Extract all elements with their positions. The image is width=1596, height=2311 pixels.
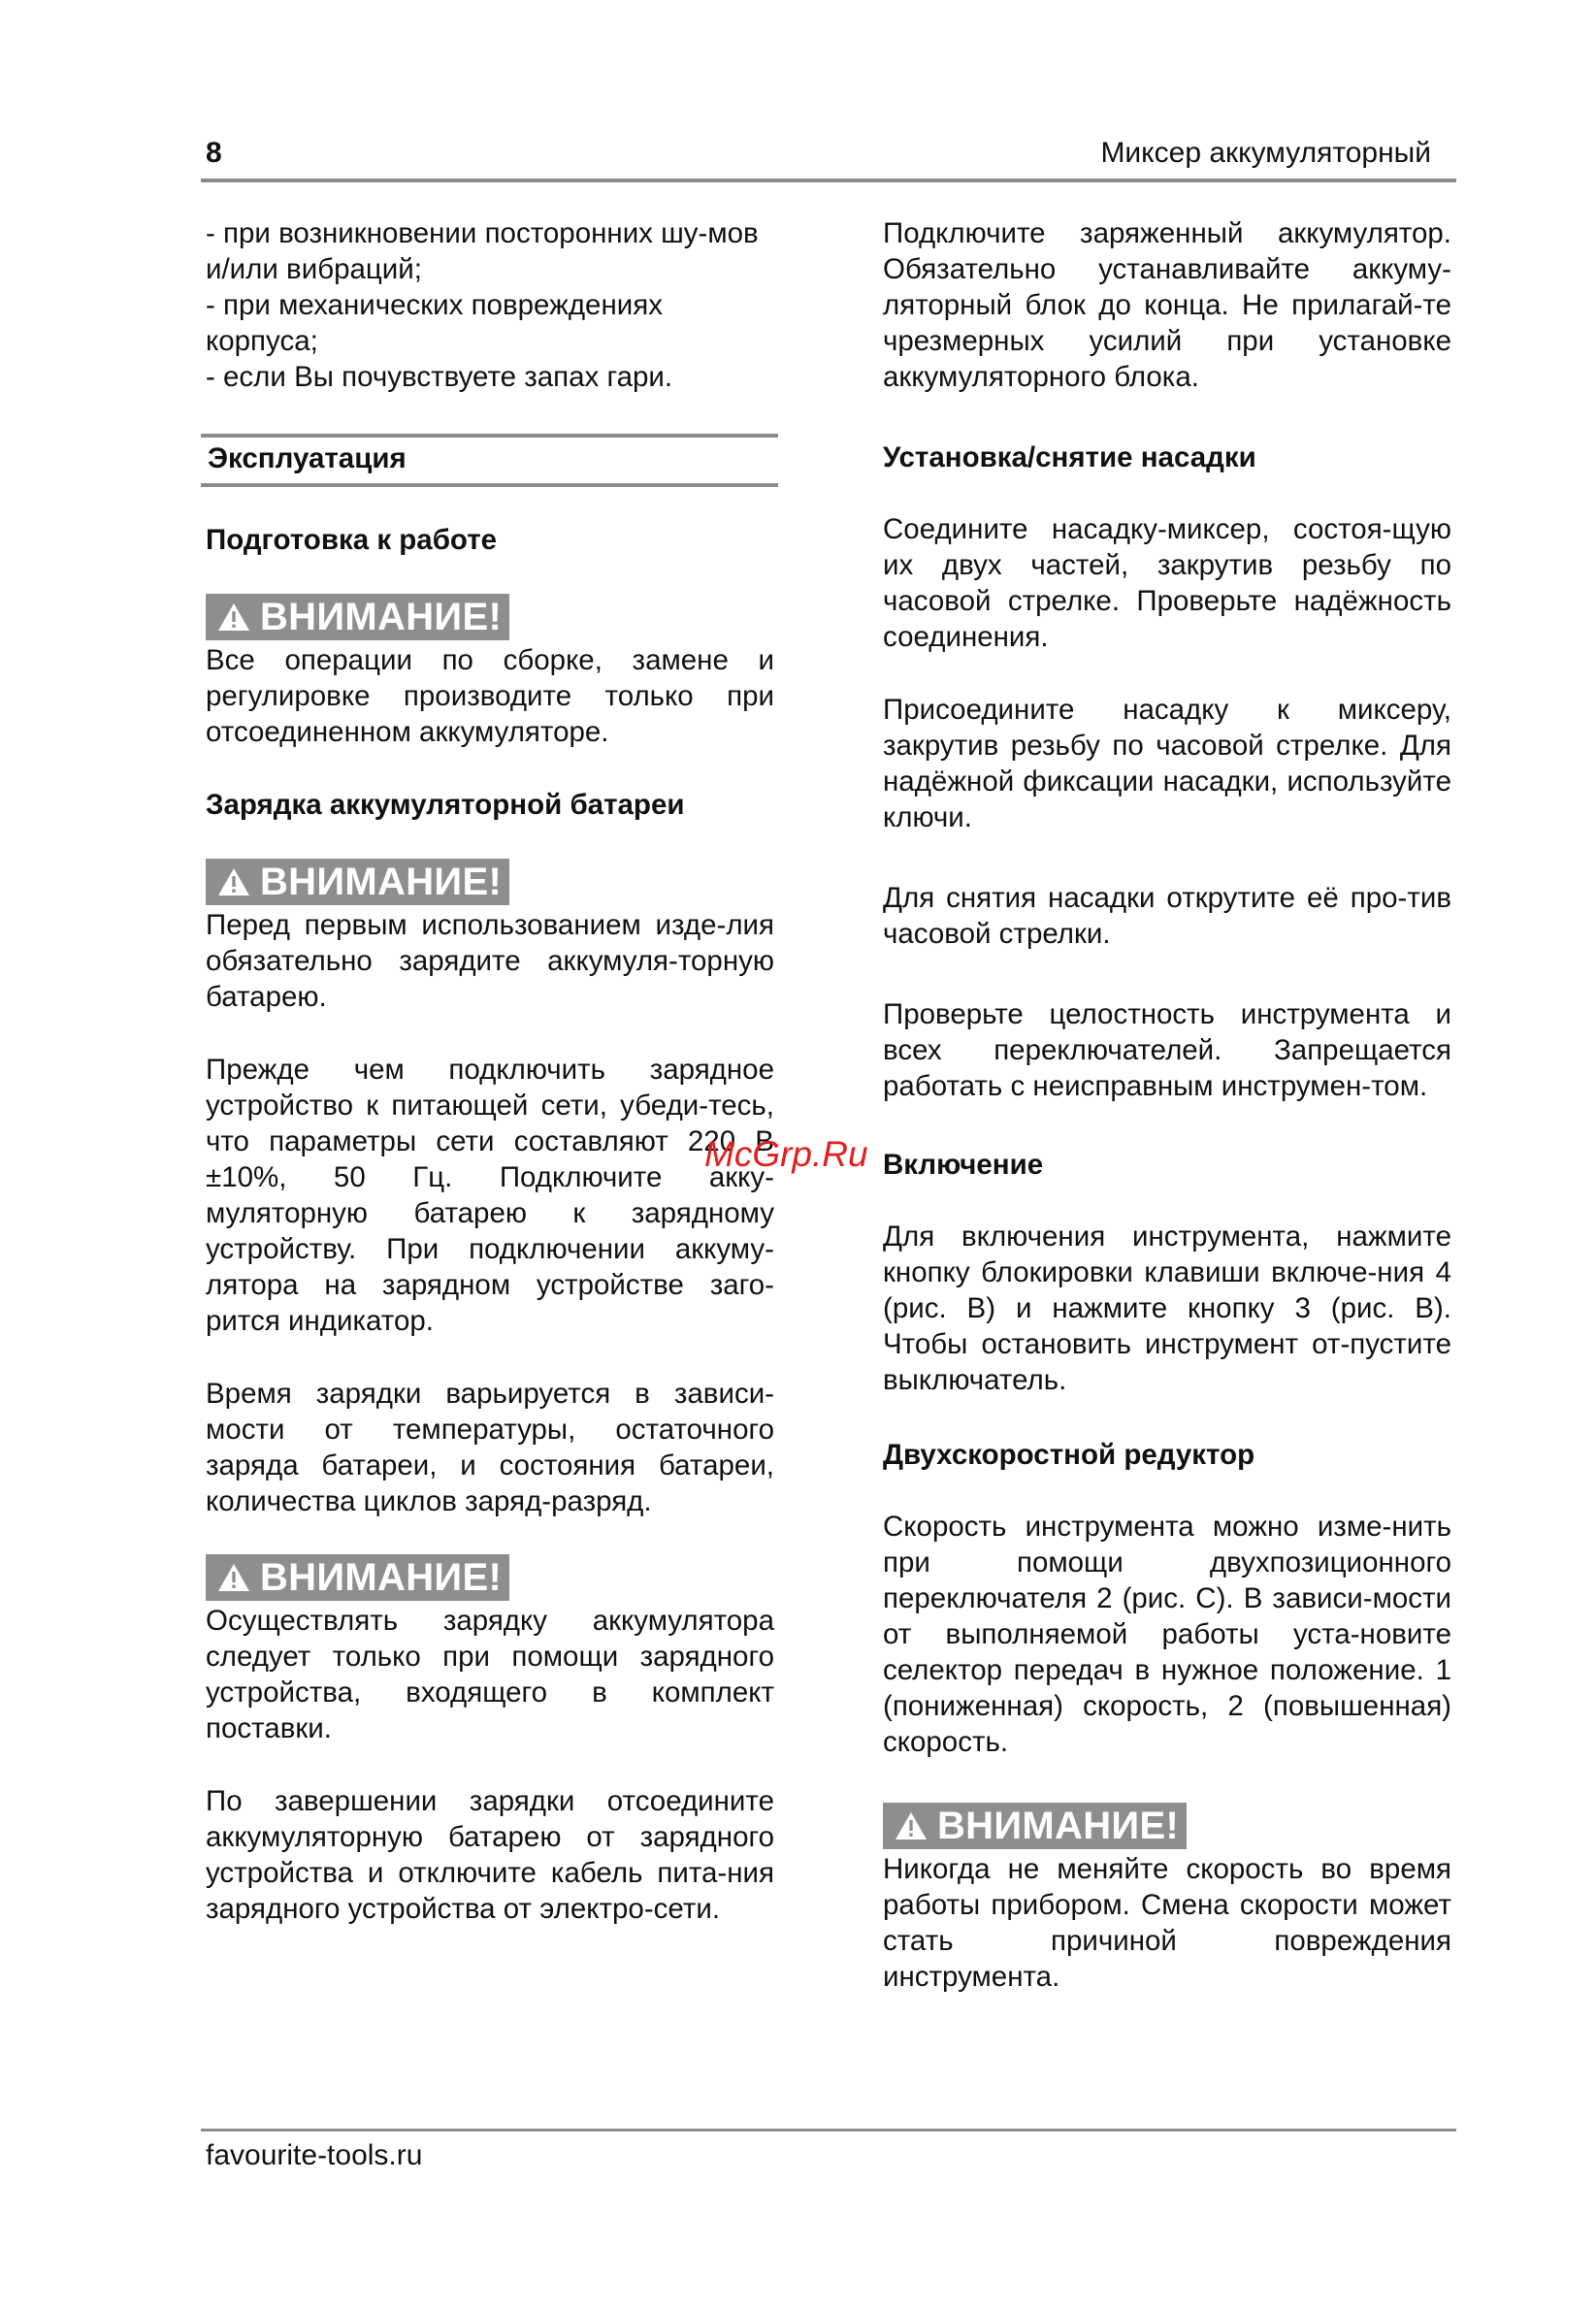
warning-badge [883,1803,1187,1849]
intro-line-3: - если Вы почувствуете запах гари. [206,361,673,393]
para-attach-1: Соедините насадку-миксер, состоя-щую их двух частей, закрутив резьбу по часовой стрелке. Проверьте надёжность соединения. [883,513,1451,653]
footer-rule [201,2129,1456,2132]
header-rule [201,179,1456,182]
warning-label: ВНИМАНИЕ! [260,1556,503,1599]
para-switch-on: Для включения инструмента, нажмите кнопку блокировки клавиши включе-ния 4 (рис. В) и нажмите кнопку 3 (рис. В). Чтобы остановить инструмент от-пустите выключатель. [883,1221,1451,1396]
watermark: McGrp.Ru [704,1134,868,1174]
warning-label: ВНИМАНИЕ! [260,861,503,903]
para-charge-time: Время зарядки варьируется в зависи-мости от температуры, остаточного заряда батареи, и состояния батареи, количества циклов заряд-разряд. [206,1378,774,1517]
para-network: Прежде чем подключить зарядное устройство к питающей сети, убеди-тесь, что параметры сети составляют 220 В ±10%, 50 Гц. Подключите акку-муляторную батарею к зарядному устройству. При подключении аккуму-лятора на зарядном устройстве заго-рится индикатор. [206,1054,774,1337]
para-gear: Скорость инструмента можно изме-нить при помощи двухпозиционного переключателя 2 (рис. С). В зависи-мости от выполняемой работы уста-новите селектор передач в нужное положение. 1 (пониженная) скорость, 2 (повышенная) скорость. [883,1511,1451,1758]
para-remove: Для снятия насадки открутите её про-тив часовой стрелки. [883,882,1451,950]
warning-4-text: Никогда не меняйте скорость во время работы прибором. Смена скорости может стать причиной повреждения инструмента. [883,1853,1451,1993]
section-bar [201,434,778,487]
para-check: Проверьте целостность инструмента и всех переключателей. Запрещается работать с неисправным инструмен-том. [883,998,1451,1102]
warning-triangle-icon [217,867,250,896]
warning-badge [206,859,509,905]
attach-heading: Установка/снятие насадки [883,441,1256,473]
warning-2-text: Перед первым использованием изде-лия обязательно зарядите аккумуля-торную батарею. [206,909,774,1013]
para-connect-battery: Подключите заряженный аккумулятор. Обязательно устанавливайте аккуму-ляторный блок до конца. Не прилагай-те чрезмерных усилий при установке аккумуляторного блока. [883,217,1451,393]
footer-site: favourite-tools.ru [206,2139,423,2171]
gear-heading: Двухскоростной редуктор [883,1439,1255,1471]
left-column [206,215,774,1927]
warning-triangle-icon [217,602,250,632]
para-attach-2: Присоедините насадку к миксеру, закрутив резьбу по часовой стрелке. Для надёжной фиксации насадки, используйте ключи. [883,694,1451,833]
prep-heading: Подготовка к работе [206,524,498,556]
page-number: 8 [206,137,222,169]
para-finish-charging: По завершении зарядки отсоедините аккумуляторную батарею от зарядного устройства и отключите кабель пита-ния зарядного устройства от электро-сети. [206,1785,774,1925]
running-title: Миксер аккумуляторный [1100,137,1431,169]
intro-line-1: - при возникновении посторонних шу-мов и/или вибраций; [206,217,759,285]
warning-label: ВНИМАНИЕ! [260,596,503,638]
switch-on-heading: Включение [883,1149,1044,1181]
warning-triangle-icon [217,1563,250,1592]
right-column [883,215,1451,1995]
warning-triangle-icon [895,1811,928,1840]
warning-badge [206,594,509,640]
charging-heading: Зарядка аккумуляторной батареи [206,789,685,821]
warning-badge [206,1554,509,1601]
warning-3-text: Осуществлять зарядку аккумулятора следует только при помощи зарядного устройства, входящего в комплект поставки. [206,1605,774,1744]
warning-1-text: Все операции по сборке, замене и регулировке производите только при отсоединенном аккумуляторе. [206,644,774,748]
intro-line-2: - при механических повреждениях корпуса; [206,289,663,357]
warning-label: ВНИМАНИЕ! [937,1805,1180,1847]
section-title: Эксплуатация [208,442,407,474]
